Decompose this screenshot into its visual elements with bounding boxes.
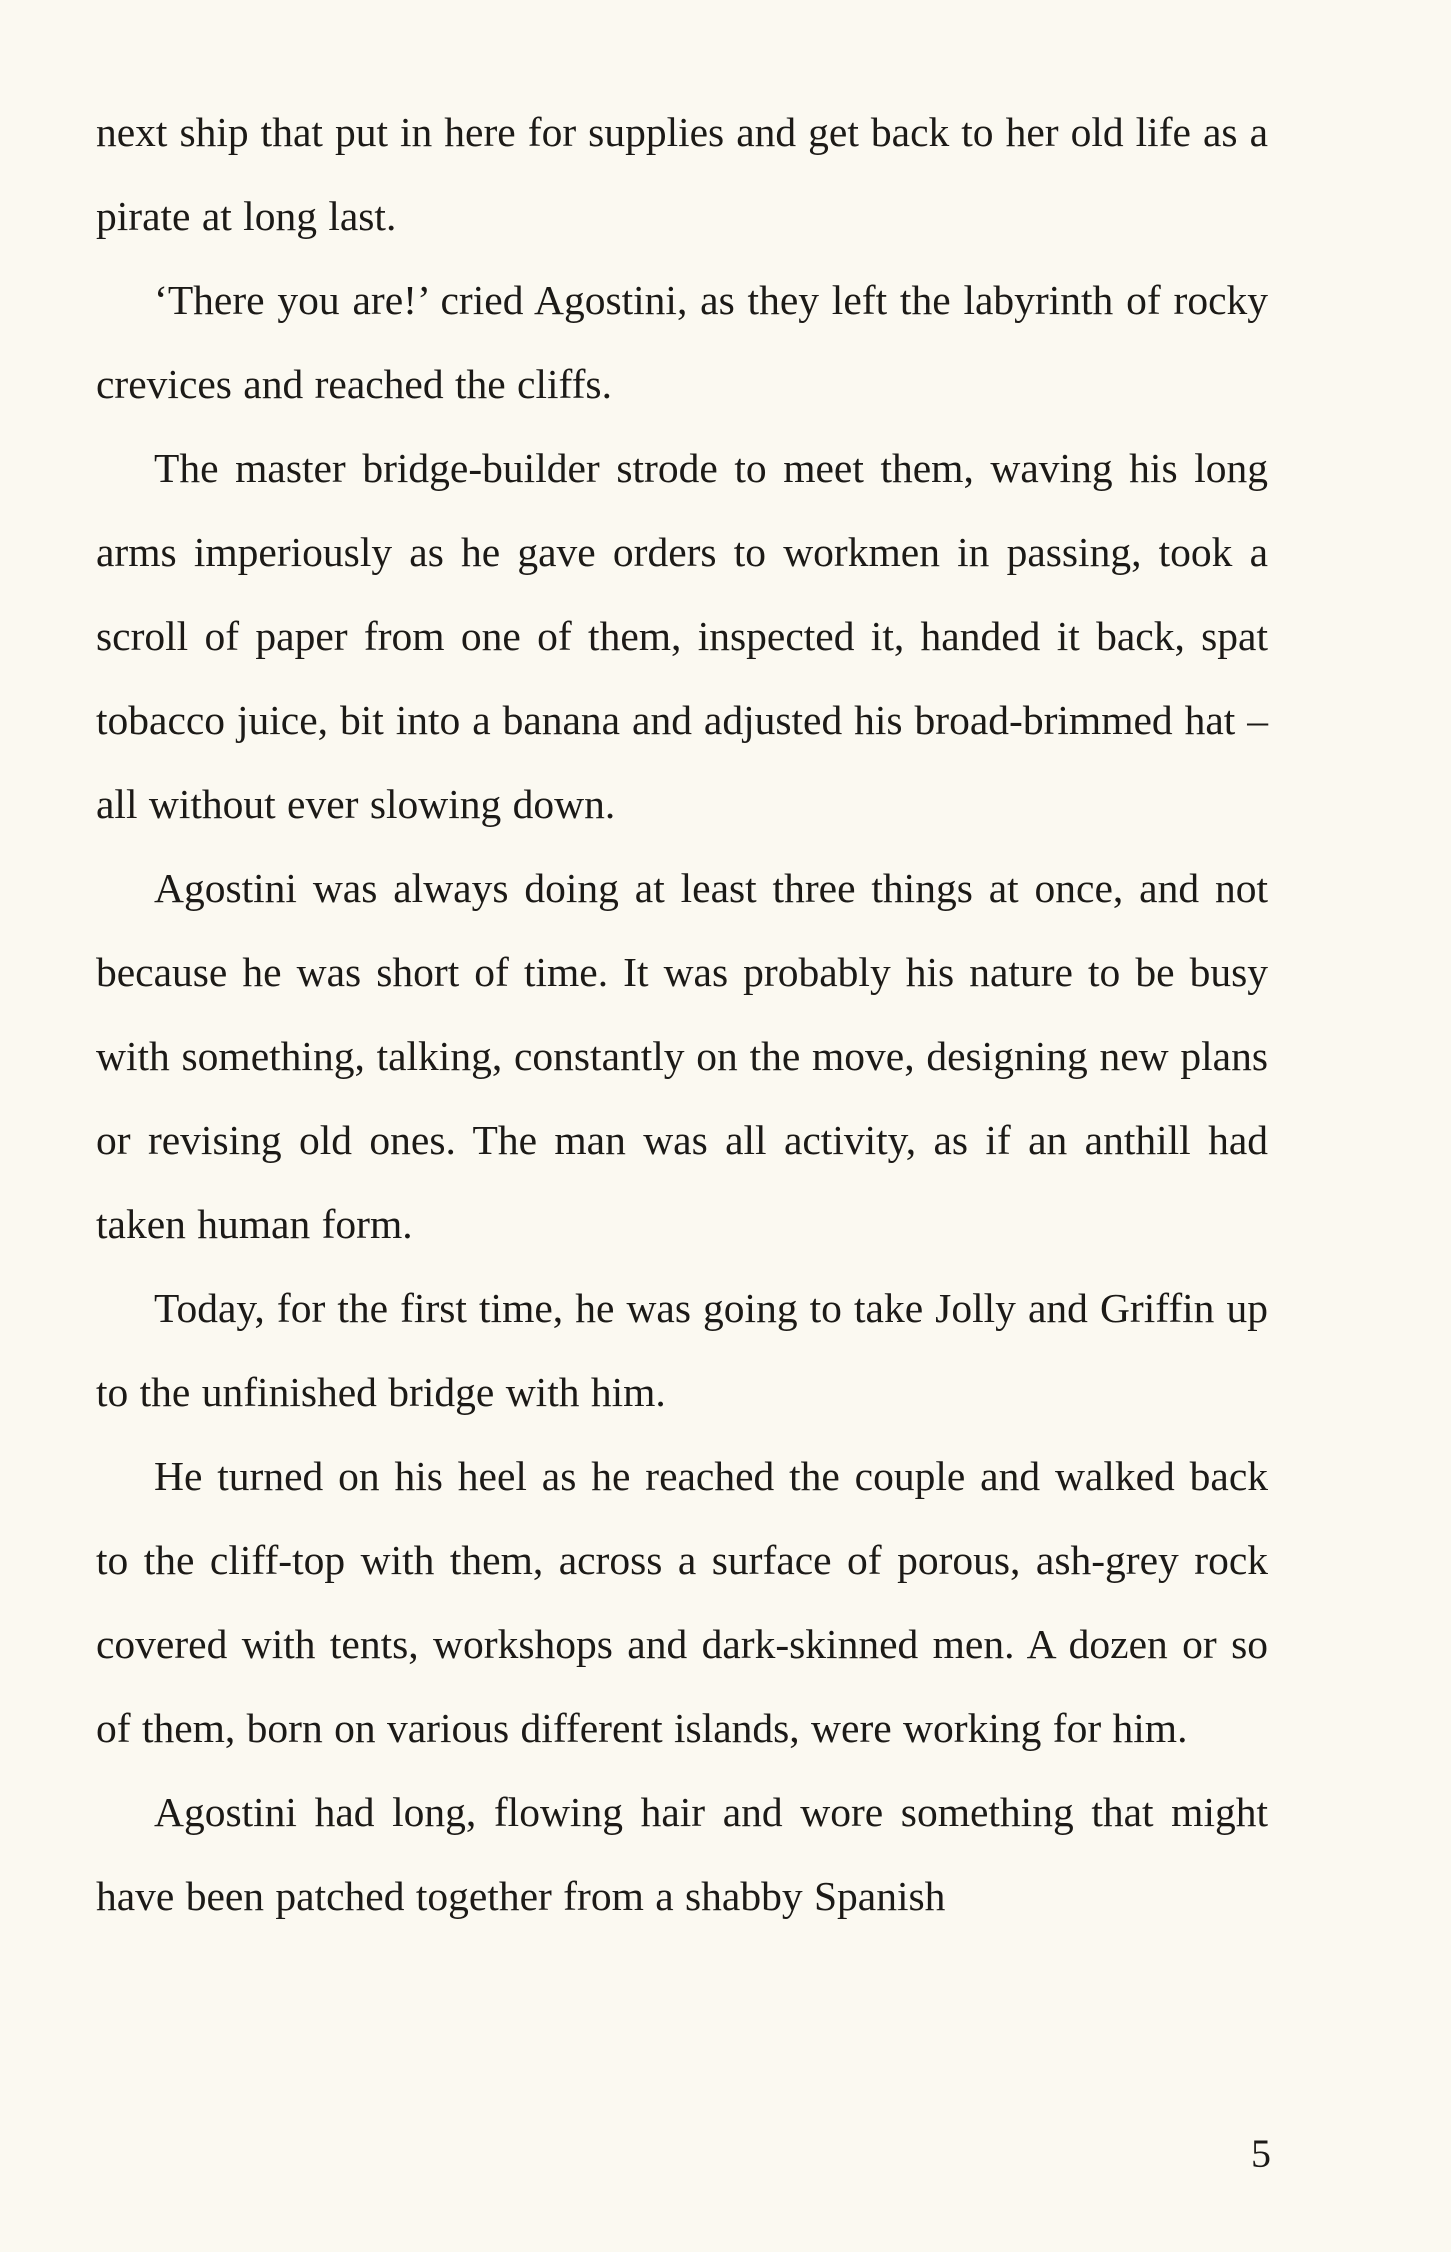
paragraph-7: Agostini had long, flowing hair and wore something that might have been patched together from a shabby Spanish xyxy=(96,1789,1268,1919)
paragraph-5: Today, for the first time, he was going to take Jolly and Griffin up to the unfinished bridge with him. xyxy=(96,1285,1268,1415)
paragraph-3: The master bridge-builder strode to meet them, waving his long arms imperiously as he gave orders to workmen in passing, took a scroll of paper from one of them, inspected it, handed it back, spat tobacco juice, bit into a banana and adjusted his broad-brimmed hat – all without ever slowing down. xyxy=(96,445,1268,827)
paragraph-4: Agostini was always doing at least three things at once, and not because he was short of time. It was probably his nature to be busy with something, talking, constantly on the move, designing new plans or revising old ones. The man was all activity, as if an anthill had taken human form. xyxy=(96,865,1268,1247)
page-number: 5 xyxy=(1251,2131,1271,2176)
paragraph-2: ‘There you are!’ cried Agostini, as they left the labyrinth of rocky crevices and reached the cliffs. xyxy=(96,277,1268,407)
paragraph-1: next ship that put in here for supplies and get back to her old life as a pirate at long last. xyxy=(96,109,1268,239)
body-text xyxy=(96,90,1268,1938)
paragraph-6: He turned on his heel as he reached the couple and walked back to the cliff-top with them, across a surface of porous, ash-grey rock covered with tents, workshops and dark-skinned men. A dozen or so of them, born on various different islands, were working for him. xyxy=(96,1453,1268,1751)
